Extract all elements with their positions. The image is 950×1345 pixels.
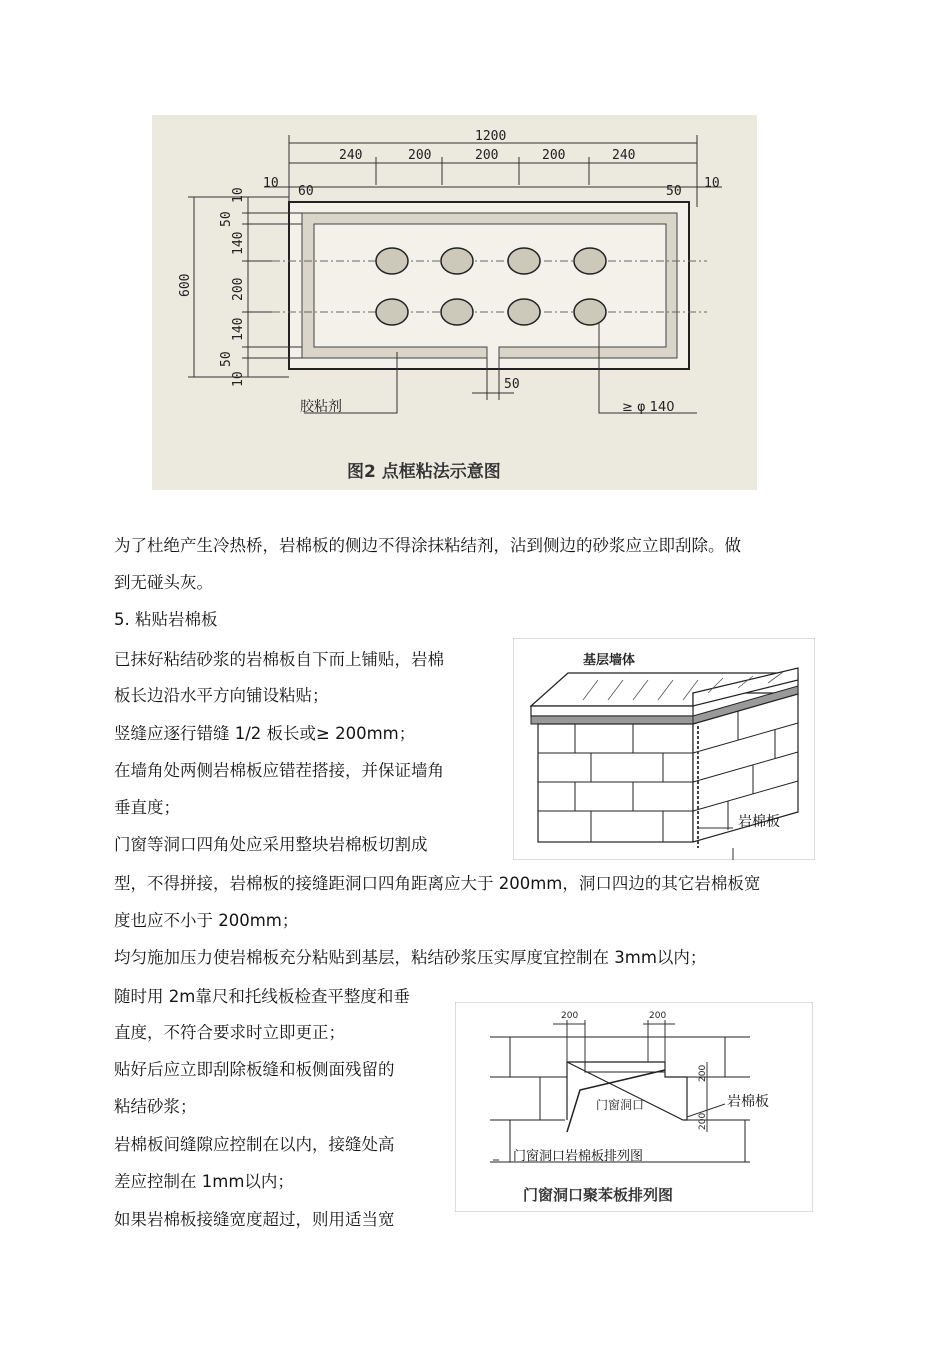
paragraph-line: 随时用 2m靠尺和托线板检查平整度和垂	[114, 987, 410, 1006]
dot-size-label: ≥ φ 140	[622, 400, 675, 415]
paragraph-line: 板长边沿水平方向铺设粘贴；	[114, 686, 329, 705]
paragraph-line: 已抹好粘结砂浆的岩棉板自下而上铺贴，岩棉	[114, 650, 444, 669]
dim-edge-right-inner: 50	[666, 184, 682, 199]
wall-corner-diagram	[513, 638, 815, 860]
paragraph-line: 均匀施加压力使岩棉板充分粘贴到基层，粘结砂浆压实厚度宜控制在 3mm以内；	[114, 948, 707, 967]
dim-edge-left-inner: 60	[298, 184, 314, 199]
dim-height: 600	[178, 273, 193, 297]
dim-gap: 50	[504, 377, 520, 392]
dim-side-bottom: 200	[698, 1112, 708, 1130]
opening-layout-diagram	[455, 1002, 813, 1212]
dim-v-7: 10	[231, 371, 246, 387]
paragraph-line: 竖缝应逐行错缝 1/2 板长或≥ 200mm；	[114, 724, 416, 743]
inner-caption: 门窗洞口岩棉板排列图	[513, 1149, 644, 1164]
outer-caption: 门窗洞口聚苯板排列图	[523, 1186, 674, 1204]
dim-left: 200	[561, 1011, 579, 1021]
dim-v-2: 50	[219, 211, 234, 227]
dim-v-5: 140	[231, 317, 246, 341]
dim-seg-2: 200	[408, 148, 432, 163]
paragraph-line: 垂直度；	[114, 798, 180, 817]
paragraph-line: 到无碰头灰。	[114, 573, 213, 592]
dim-edge-right-outer: 10	[704, 176, 720, 191]
paragraph-line: 为了杜绝产生冷热桥，岩棉板的侧边不得涂抹粘结剂，沾到侧边的砂浆应立即刮除。做	[114, 536, 741, 555]
dim-v-1: 10	[231, 187, 246, 203]
opening-label: 门窗洞口	[596, 1098, 645, 1112]
paragraph-line: 如果岩棉板接缝宽度超过，则用适当宽	[114, 1210, 395, 1229]
paragraph-line: 差应控制在 1mm以内；	[114, 1172, 294, 1191]
paragraph-line: 贴好后应立即刮除板缝和板侧面残留的	[114, 1060, 395, 1079]
figure1-caption: 图2 点框粘法示意图	[347, 462, 501, 482]
section-heading: 5. 粘贴岩棉板	[114, 610, 218, 629]
dim-edge-left-outer: 10	[263, 176, 279, 191]
dim-seg-3: 200	[475, 148, 499, 163]
board-label: 岩棉板	[727, 1094, 769, 1110]
paragraph-line: 度也应不小于 200mm；	[114, 911, 299, 930]
figure-opening-layout	[455, 1002, 813, 1212]
paragraph-line: 在墙角处两侧岩棉板应错茬搭接，并保证墙角	[114, 761, 444, 780]
dim-right: 200	[649, 1011, 667, 1021]
dim-seg-5: 240	[612, 148, 636, 163]
dim-v-3: 140	[231, 231, 246, 255]
wall-label: 基层墙体	[583, 653, 636, 668]
dim-side-top: 200	[698, 1064, 708, 1082]
paragraph-line: 粘结砂浆；	[114, 1097, 197, 1116]
board-label: 岩棉板	[738, 814, 780, 830]
figure-wall-corner	[513, 638, 815, 860]
figure-dot-frame-bonding	[152, 115, 757, 490]
dim-seg-1: 240	[339, 148, 363, 163]
paragraph-line: 岩棉板间缝隙应控制在以内，接缝处高	[114, 1135, 395, 1154]
paragraph-line: 直度，不符合要求时立即更正；	[114, 1023, 345, 1042]
dim-total-width: 1200	[475, 129, 507, 144]
dim-seg-4: 200	[542, 148, 566, 163]
dim-v-4: 200	[231, 277, 246, 301]
dim-v-6: 50	[219, 351, 234, 367]
adhesive-label: 胶粘剂	[300, 399, 342, 415]
paragraph-line: 门窗等洞口四角处应采用整块岩棉板切割成	[114, 835, 428, 854]
dot-frame-diagram	[152, 115, 757, 490]
paragraph-line: 型，不得拼接，岩棉板的接缝距洞口四角距离应大于 200mm，洞口四边的其它岩棉板宽	[114, 874, 761, 893]
